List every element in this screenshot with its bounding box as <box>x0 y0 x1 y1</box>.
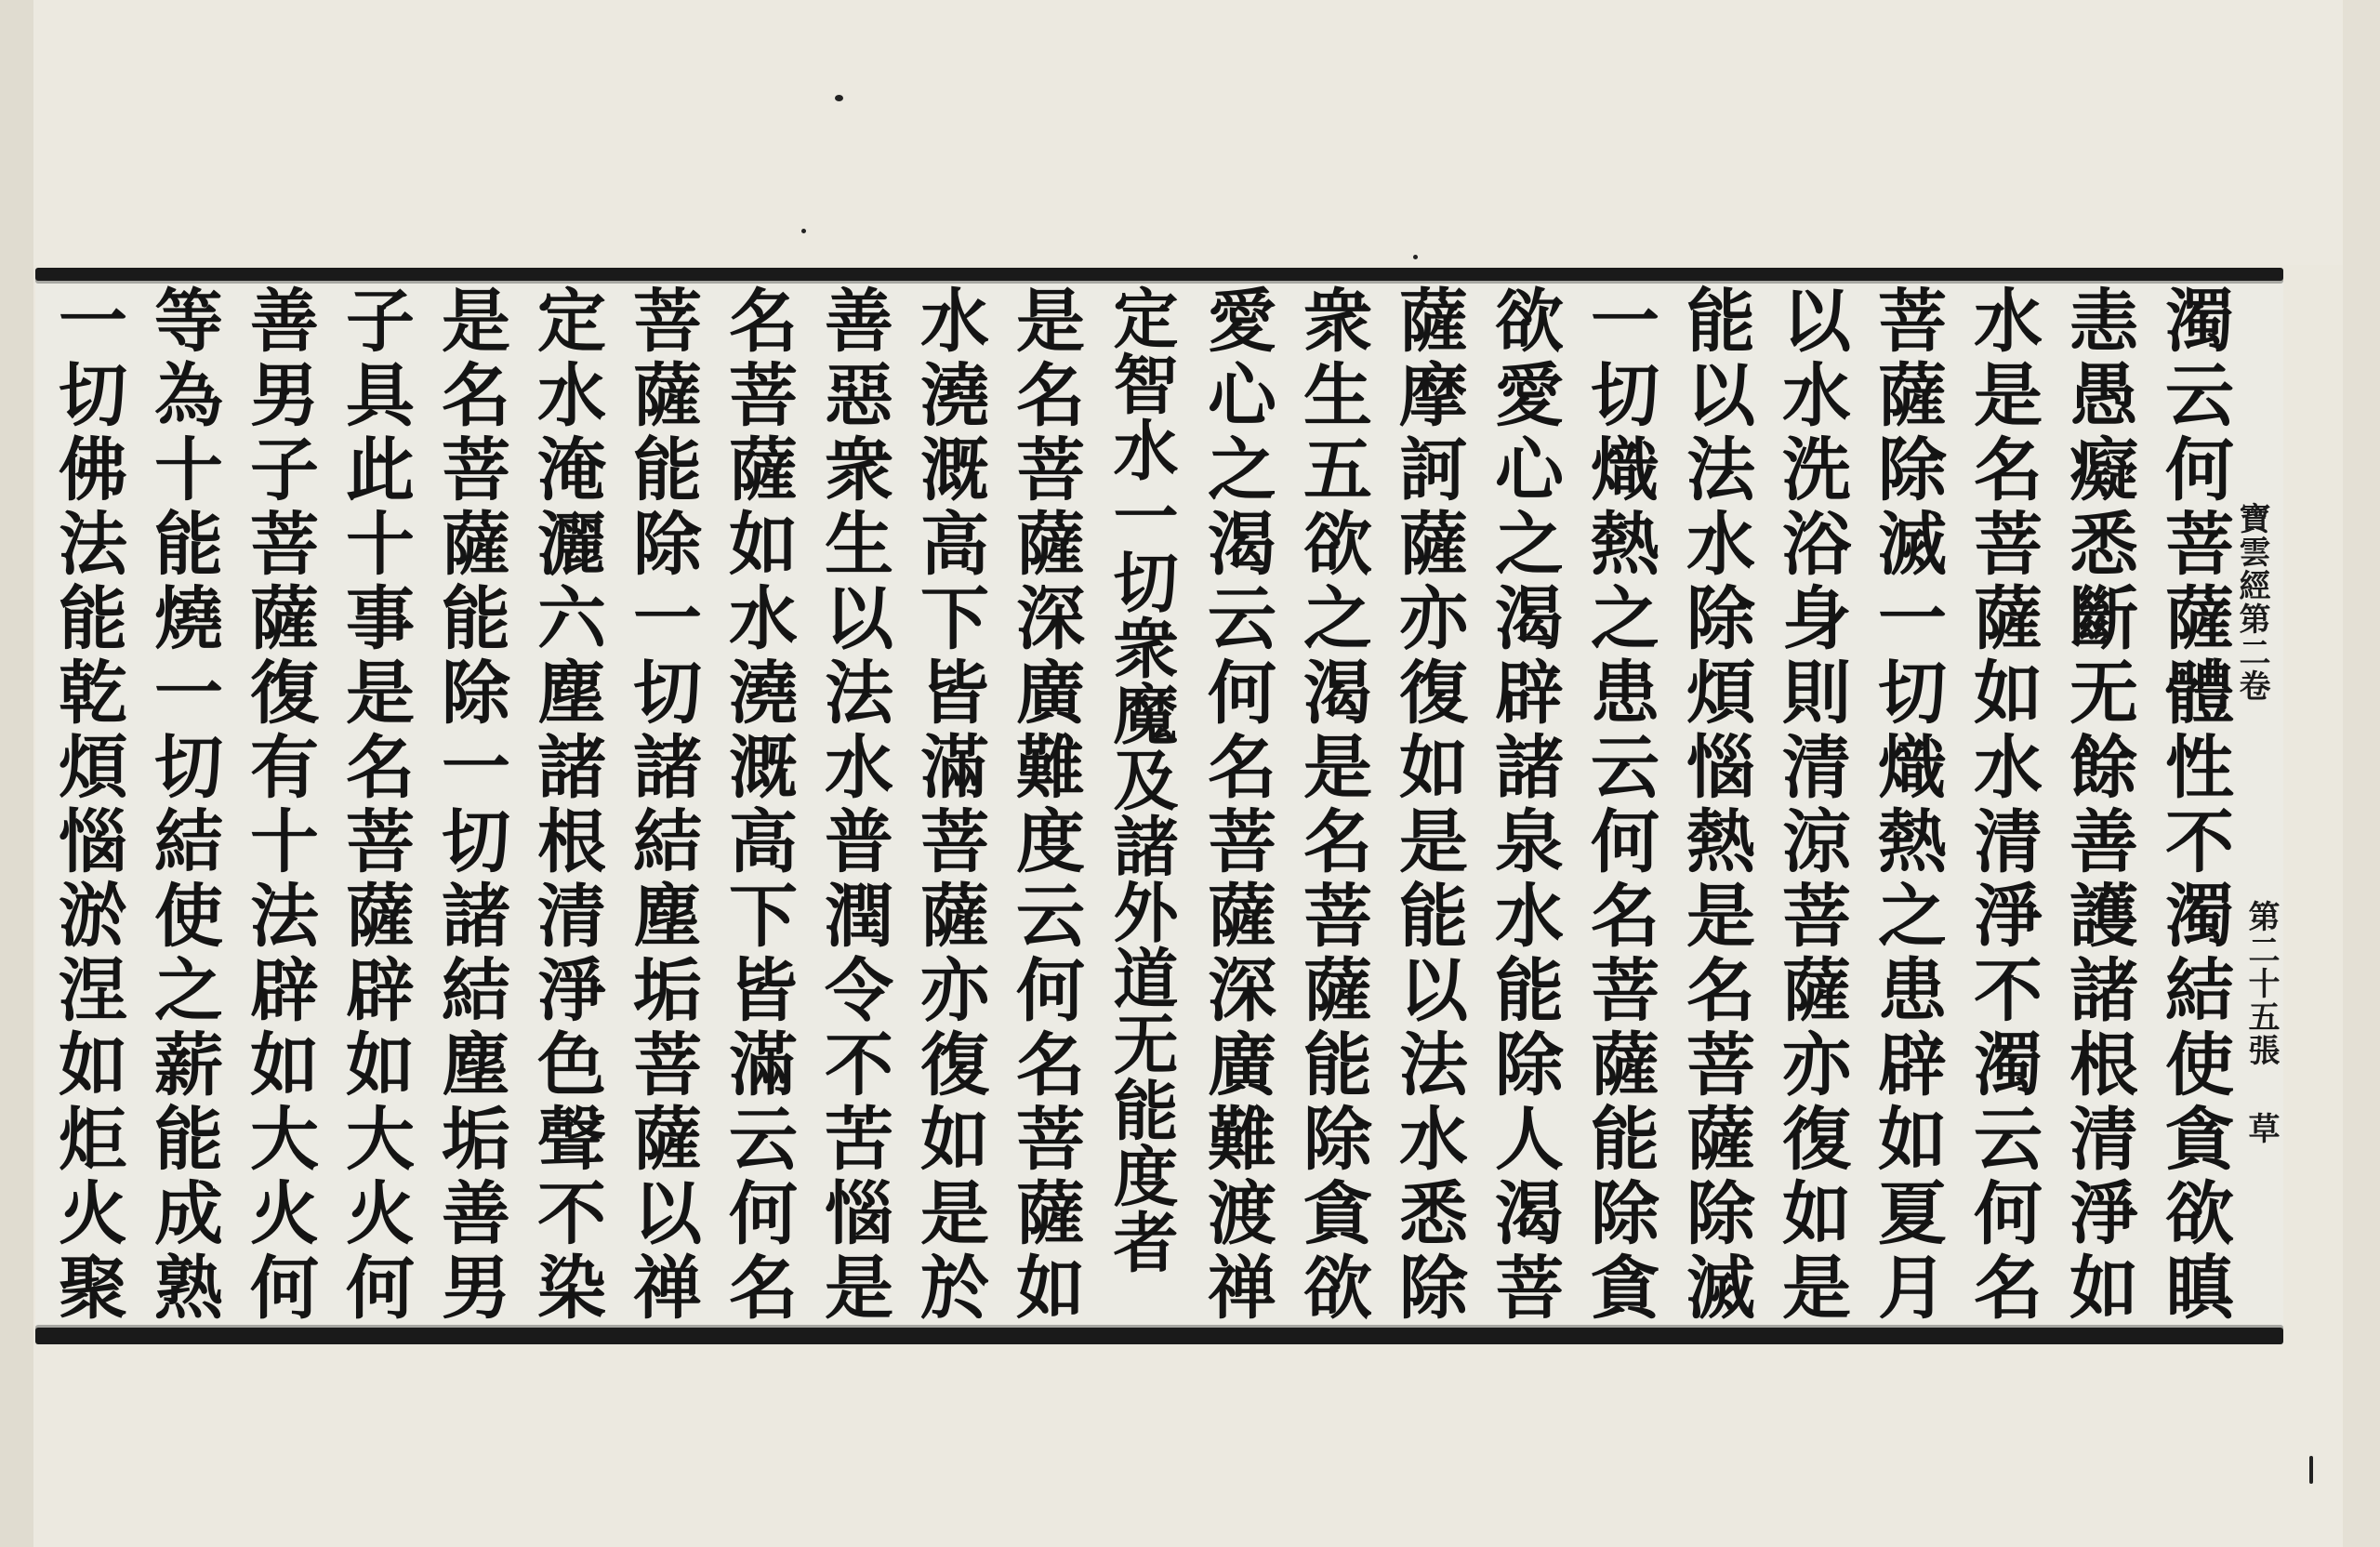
text-column: 菩薩能除一切諸結塵垢菩薩以禅 <box>622 284 702 1326</box>
text-column: 愛心之渴云何名菩薩深廣難渡禅 <box>1197 284 1276 1326</box>
text-column: 水澆溉高下皆滿菩薩亦復如是於 <box>909 284 989 1326</box>
text-column: 是名菩薩能除一切諸結塵垢善男 <box>430 284 510 1326</box>
left-page-edge <box>0 0 33 1547</box>
margin-leaf-number: 第二十五張 <box>2242 900 2280 1067</box>
text-column: 定水淹灑六塵諸根清淨色聲不染 <box>526 284 606 1326</box>
text-column: 一切熾熱之患云何名菩薩能除貪 <box>1580 284 1659 1326</box>
ink-speck <box>835 95 843 101</box>
text-column: 以水洗浴身則清涼菩薩亦復如是 <box>1771 284 1851 1326</box>
text-column: 衆生五欲之渴是名菩薩能除貪欲 <box>1292 284 1372 1326</box>
text-column: 欲愛心之渴辟諸泉水能除人渴菩 <box>1484 284 1564 1326</box>
text-column: 善惡衆生以法水普潤令不苦惱是 <box>813 284 893 1326</box>
top-border-rule <box>35 268 2283 281</box>
ink-speck <box>2309 1456 2313 1484</box>
margin-mark: 草 <box>2242 1112 2280 1144</box>
text-column: 水是名菩薩如水清淨不濁云何名 <box>1963 284 2043 1326</box>
text-column: 定智水一切衆魔及諸外道无能度者 <box>1103 284 1180 1275</box>
text-column: 菩薩除滅一切熾熱之患辟如夏月 <box>1867 284 1947 1326</box>
text-column: 一切佛法能乾煩惱淤涅如炬火聚 <box>47 284 127 1326</box>
text-column: 名菩薩如水澆溉高下皆滿云何名 <box>718 284 798 1326</box>
text-column: 濁云何菩薩體性不濁結使貪欲瞋 <box>2154 284 2234 1326</box>
bottom-margin <box>0 1350 2380 1547</box>
ink-speck <box>1413 255 1418 259</box>
text-column: 等為十能燒一切結使之薪能成熟 <box>143 284 223 1326</box>
text-column: 子具此十事是名菩薩辟如大火何 <box>335 284 415 1326</box>
margin-title: 寶雲經第二卷 <box>2233 502 2270 703</box>
text-column: 能以法水除煩惱熱是名菩薩除滅 <box>1675 284 1755 1326</box>
text-column: 恚愚癡悉斷无餘善護諸根清淨如 <box>2058 284 2138 1326</box>
text-column: 善男子菩薩復有十法辟如大火何 <box>239 284 319 1326</box>
top-margin <box>0 0 2380 265</box>
text-column: 薩摩訶薩亦復如是能以法水悉除 <box>1388 284 1468 1326</box>
text-column: 是名菩薩深廣難度云何名菩薩如 <box>1005 284 1085 1326</box>
right-page-edge <box>2343 0 2380 1547</box>
bottom-border-rule <box>35 1328 2283 1344</box>
ink-speck <box>801 229 806 233</box>
